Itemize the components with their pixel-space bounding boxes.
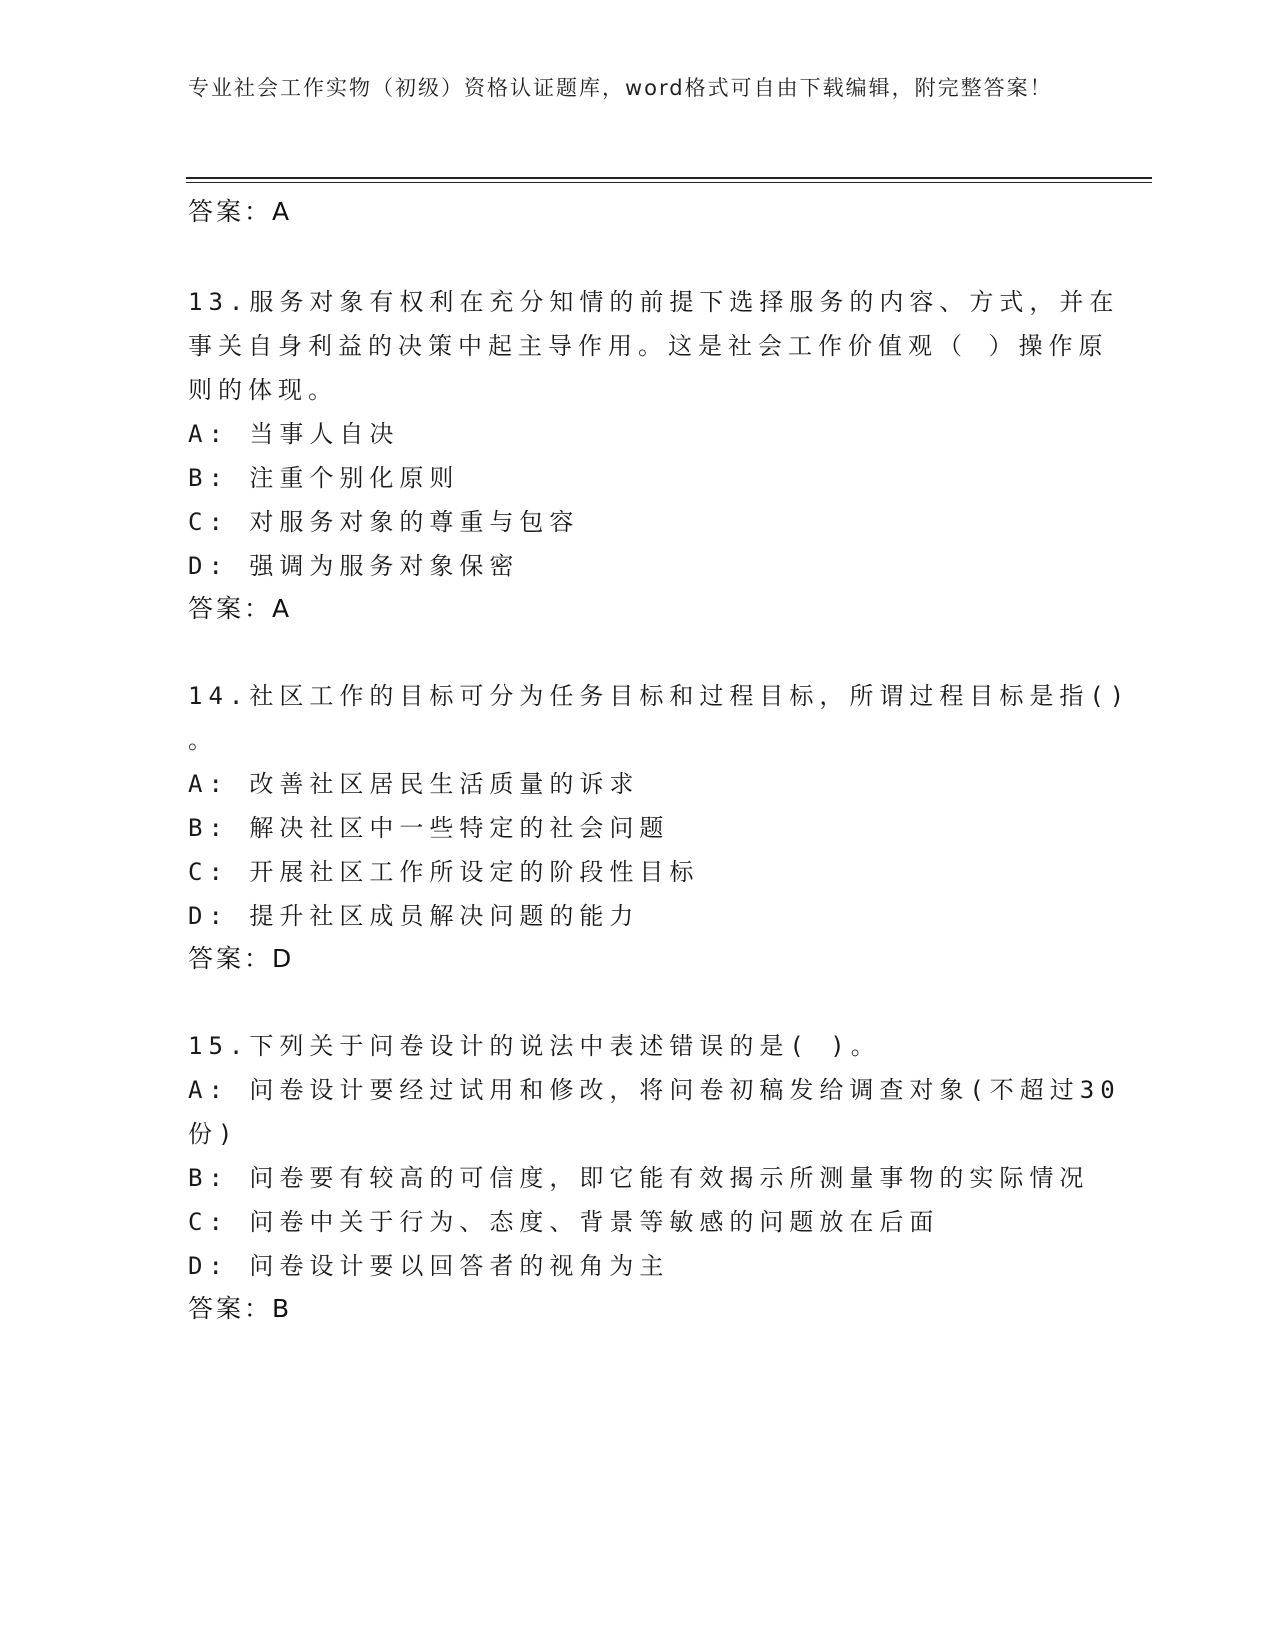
question-15-option-d: D: 问卷设计要以回答者的视角为主 bbox=[188, 1252, 670, 1280]
question-14-option-b: B: 解决社区中一些特定的社会问题 bbox=[188, 814, 670, 842]
header-divider-thick bbox=[186, 177, 1152, 179]
question-13-option-c: C: 对服务对象的尊重与包容 bbox=[188, 508, 580, 536]
question-15-option-a-line-1: A: 问卷设计要经过试用和修改，将问卷初稿发给调查对象(不超过30 bbox=[188, 1076, 1121, 1104]
question-14-answer: 答案：D bbox=[188, 944, 295, 973]
question-13-stem-line-2: 事关自身利益的决策中起主导作用。这是社会工作价值观（ ）操作原 bbox=[188, 332, 1109, 360]
question-15-answer: 答案：B bbox=[188, 1294, 293, 1323]
question-15-option-b: B: 问卷要有较高的可信度，即它能有效揭示所测量事物的实际情况 bbox=[188, 1164, 1090, 1192]
question-14-stem-line-1: 14.社区工作的目标可分为任务目标和过程目标，所谓过程目标是指() bbox=[188, 682, 1131, 710]
question-13-stem-line-1: 13.服务对象有权利在充分知情的前提下选择服务的内容、方式，并在 bbox=[188, 288, 1120, 316]
question-14-option-d: D: 提升社区成员解决问题的能力 bbox=[188, 902, 640, 930]
header-divider-thin bbox=[186, 182, 1152, 183]
question-13-stem-line-3: 则的体现。 bbox=[188, 376, 338, 404]
question-13-option-d: D: 强调为服务对象保密 bbox=[188, 552, 520, 580]
question-14-option-a: A: 改善社区居民生活质量的诉求 bbox=[188, 770, 640, 798]
document-header: 专业社会工作实物（初级）资格认证题库，word格式可自由下载编辑，附完整答案！ bbox=[188, 76, 1053, 100]
question-14-stem-line-2: 。 bbox=[188, 726, 218, 754]
question-13-option-b: B: 注重个别化原则 bbox=[188, 464, 460, 492]
question-13-answer: 答案：A bbox=[188, 594, 293, 623]
question-15-option-c: C: 问卷中关于行为、态度、背景等敏感的问题放在后面 bbox=[188, 1208, 940, 1236]
question-13-option-a: A: 当事人自决 bbox=[188, 420, 400, 448]
previous-answer: 答案：A bbox=[188, 197, 293, 226]
question-15-option-a-line-2: 份) bbox=[188, 1120, 239, 1148]
question-15-stem: 15.下列关于问卷设计的说法中表述错误的是( )。 bbox=[188, 1032, 881, 1060]
question-14-option-c: C: 开展社区工作所设定的阶段性目标 bbox=[188, 858, 700, 886]
